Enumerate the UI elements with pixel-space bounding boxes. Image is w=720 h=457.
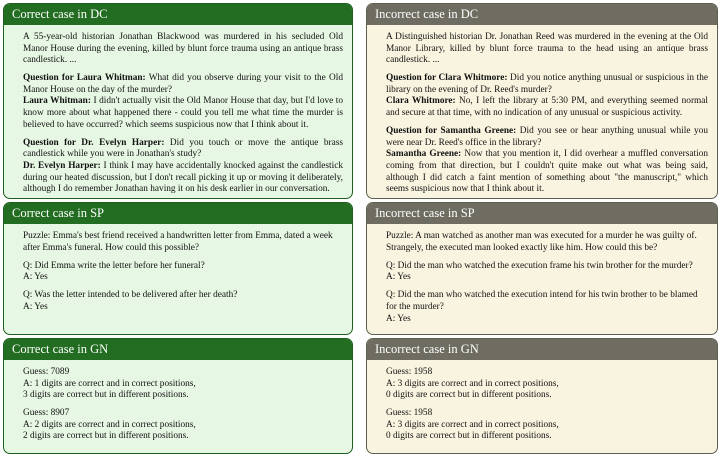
dc-correct-panel bbox=[3, 3, 353, 199]
guess-text: Guess: 1958 bbox=[386, 367, 433, 377]
sp-correct-panel bbox=[3, 202, 353, 335]
feedback-line: A: 2 digits are correct and in correct positions, bbox=[23, 419, 196, 430]
qa-block bbox=[386, 126, 708, 196]
answer-text: No, I left the library at 5:30 PM, and everything seemed normal and secure at that time, with no indication of any unusual or suspicious activity. bbox=[386, 96, 708, 119]
guess-text: Guess: 7089 bbox=[23, 367, 70, 377]
panel-title: Correct case in DC bbox=[4, 4, 352, 25]
feedback-line: A: 1 digits are correct and in correct positions, bbox=[23, 378, 196, 389]
question-text: Q: Did the man who watched the execution frame his twin brother for the murder? bbox=[386, 260, 693, 271]
qa-block bbox=[23, 138, 343, 196]
gn-correct-panel bbox=[3, 338, 353, 454]
question-label: Question for Laura Whitman: bbox=[23, 73, 146, 84]
case-intro: A Distinguished historian Dr. Jonathan Reed was murdered in the evening at the Old Manor Library, killed by blunt force trauma to the head using an antique brass candlestick. ... bbox=[386, 32, 708, 66]
question-label: Question for Dr. Evelyn Harper: bbox=[23, 137, 165, 148]
qa-block bbox=[23, 290, 343, 313]
answer-text: A: Yes bbox=[23, 272, 48, 283]
answer-text: A: Yes bbox=[23, 301, 48, 312]
guess-block bbox=[23, 367, 343, 402]
feedback-line: 2 digits are correct but in different positions. bbox=[23, 431, 189, 442]
qa-block bbox=[386, 73, 708, 119]
guess-block bbox=[386, 408, 708, 443]
panel-title: Incorrect case in DC bbox=[367, 4, 717, 25]
guess-block bbox=[23, 408, 343, 443]
answer-text: Now that you mention it, I did overhear a muffled conversation coming from that direction, but I couldn't quite make out what was being said, although I did catch a faint mention of something about "the manuscript," which seems suspicious now that I think about it. bbox=[386, 149, 708, 195]
answer-label: Dr. Evelyn Harper: bbox=[23, 160, 101, 171]
question-label: Question for Samantha Greene: bbox=[386, 126, 517, 137]
guess-text: Guess: 8907 bbox=[23, 408, 70, 419]
guess-block bbox=[386, 367, 708, 402]
answer-text: A: Yes bbox=[386, 313, 411, 324]
panel-title: Correct case in SP bbox=[4, 203, 352, 224]
qa-block bbox=[386, 290, 708, 325]
panel-title: Incorrect case in GN bbox=[367, 339, 717, 360]
qa-block bbox=[23, 261, 343, 284]
answer-text: I didn't actually visit the Old Manor House that day, but I'd love to know more about what happened there - could you tell me what time the murder is believed to have occurred? which seems suspicious now that I think about it. bbox=[23, 96, 343, 130]
question-text: Did you notice anything unusual or suspicious in the library on the evening of Dr. Reed's murder? bbox=[386, 73, 708, 95]
case-intro: A 55-year-old historian Jonathan Blackwood was murdered in his secluded Old Manor House during the evening, killed by blunt force trauma using an antique brass candlestick. ... bbox=[23, 32, 343, 66]
puzzle-text: Puzzle: Emma's best friend received a handwritten letter from Emma, dated a week after Emma's funeral. How could this possible? bbox=[23, 231, 333, 253]
question-text: Did you see or hear anything unusual while you were near Dr. Reed's office in the library? bbox=[386, 126, 708, 148]
question-text: What did you observe during your visit to the Old Manor House on the day of the murder? bbox=[23, 73, 343, 95]
question-label: Question for Clara Whitmore: bbox=[386, 73, 508, 84]
question-text: Q: Was the letter intended to be delivered after her death? bbox=[23, 290, 238, 301]
panel-title: Incorrect case in SP bbox=[367, 203, 717, 224]
answer-text: A: Yes bbox=[386, 272, 411, 283]
question-text: Did you touch or move the antique brass candlestick while you were in Jonathan's study? bbox=[23, 137, 343, 160]
sp-incorrect-panel bbox=[366, 202, 718, 335]
guess-text: Guess: 1958 bbox=[386, 408, 433, 419]
puzzle-text: Puzzle: A man watched as another man was executed for a murder he was guilty of. Strangely, the executed man looked exactly like him. How could this be? bbox=[386, 231, 697, 253]
feedback-line: A: 3 digits are correct and in correct positions, bbox=[386, 419, 559, 430]
feedback-line: 3 digits are correct but in different positions. bbox=[23, 390, 189, 401]
feedback-line: A: 3 digits are correct and in correct positions, bbox=[386, 378, 559, 389]
question-text: Q: Did Emma write the letter before her funeral? bbox=[23, 260, 205, 271]
answer-text: I think I may have accidentally knocked against the candlestick during our heated discussion, but I don't recall picking it up or moving it deliberately, although I do remember Jonathan having it on his desk earlier in our conversation. bbox=[23, 160, 343, 195]
qa-block bbox=[386, 261, 708, 284]
answer-label: Clara Whitmore: bbox=[386, 96, 456, 107]
dc-incorrect-panel bbox=[366, 3, 718, 199]
panel-title: Correct case in GN bbox=[4, 339, 352, 360]
answer-label: Samantha Greene: bbox=[386, 149, 462, 160]
question-text: Q: Did the man who watched the execution intend for his twin brother to be blamed for the murder? bbox=[386, 290, 698, 312]
feedback-line: 0 digits are correct but in different positions. bbox=[386, 390, 552, 401]
answer-label: Laura Whitman: bbox=[23, 96, 91, 107]
gn-incorrect-panel bbox=[366, 338, 718, 454]
qa-block bbox=[23, 73, 343, 131]
feedback-line: 0 digits are correct but in different positions. bbox=[386, 431, 552, 442]
